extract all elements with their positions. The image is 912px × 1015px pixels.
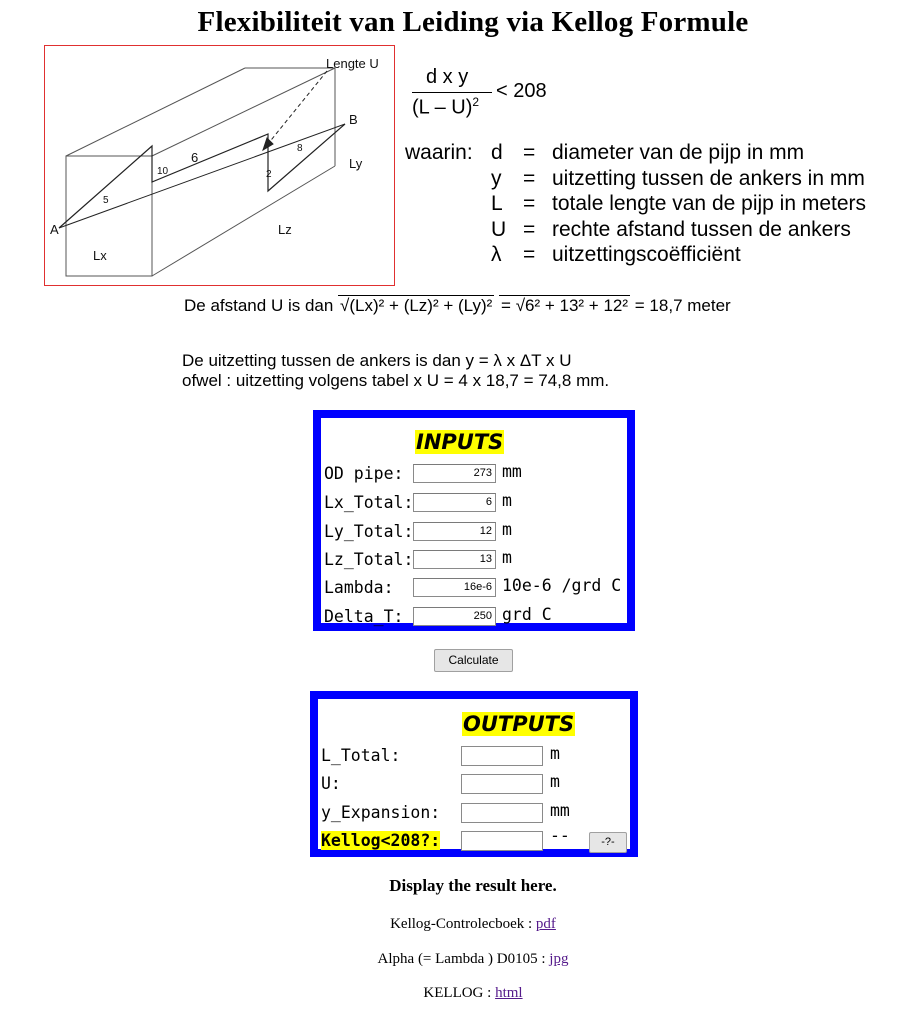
link-prefix: Kellog-Controlecboek :: [390, 916, 536, 932]
od-pipe-input[interactable]: 273: [413, 464, 496, 483]
od-pipe-unit: mm: [502, 462, 522, 481]
segment-6: 6: [191, 150, 199, 165]
u-output[interactable]: [461, 774, 543, 794]
expansion-explanation: [182, 351, 609, 391]
legend-equals: =: [523, 141, 536, 164]
segment-8: 8: [297, 143, 303, 154]
legend-symbol: L: [491, 192, 503, 215]
legend-lead: waarin:: [405, 141, 473, 164]
label-ly: Ly: [349, 156, 363, 171]
l-total-output[interactable]: [461, 746, 543, 766]
link-prefix: Alpha (= Lambda ) D0105 :: [377, 951, 550, 967]
afstand-formula: [184, 296, 731, 316]
fraction-line: [412, 92, 492, 93]
legend-description: uitzettingscoëfficiënt: [552, 243, 741, 266]
inputs-panel: [313, 410, 635, 631]
legend-description: rechte afstand tussen de ankers: [552, 217, 851, 241]
legend-symbol: λ: [491, 243, 502, 266]
formula-numerator: d x y: [426, 66, 469, 88]
link-line-pdf: [0, 916, 912, 933]
legend-row: [405, 166, 895, 192]
legend-description: diameter van de pijp in mm: [552, 141, 805, 164]
legend-row: [405, 242, 895, 268]
lz-total-input[interactable]: 13: [413, 550, 496, 569]
delta-t-unit: grd C: [502, 605, 552, 624]
ly-total-input[interactable]: 12: [413, 522, 496, 541]
segment-2: 2: [266, 169, 272, 180]
l-total-label: L_Total:: [321, 746, 401, 765]
label-lengte-u: Lengte U: [326, 56, 379, 71]
kellog-check-unit: --: [550, 826, 570, 845]
pipe-box-drawing: [45, 46, 394, 285]
legend-symbol: y: [491, 166, 502, 190]
legend-description: uitzetting tussen de ankers in mm: [552, 166, 865, 190]
lambda-label: Lambda:: [324, 578, 394, 597]
link-line-jpg: [0, 951, 912, 968]
result-message: Display the result here.: [389, 876, 557, 895]
link-line-html: [0, 985, 912, 1002]
legend-symbol: U: [491, 217, 507, 241]
ly-total-unit: m: [502, 520, 512, 539]
formula-comparison: < 208: [496, 80, 547, 102]
segment-10: 10: [157, 166, 169, 177]
sqrt-expression-2: = √6² + 13² + 12²: [501, 296, 629, 315]
help-button[interactable]: -?-: [589, 832, 627, 853]
delta-t-input[interactable]: 250: [413, 607, 496, 626]
legend-description: totale lengte van de pijp in meters: [552, 192, 867, 215]
kellog-formula: [412, 66, 572, 126]
segment-5: 5: [103, 195, 109, 206]
legend-equals: =: [523, 166, 536, 190]
u-label: U:: [321, 774, 341, 793]
kellog-check-output[interactable]: [461, 831, 543, 851]
afstand-result: = 18,7 meter: [634, 296, 731, 315]
legend-equals: =: [523, 217, 536, 241]
lambda-input[interactable]: 16e-6: [413, 578, 496, 597]
lz-total-unit: m: [502, 548, 512, 567]
formula-denominator: (L – U)$^2$: [412, 95, 480, 119]
legend-symbol: d: [491, 141, 503, 164]
od-pipe-label: OD pipe:: [324, 464, 404, 483]
y-expansion-unit: mm: [550, 801, 570, 820]
y-expansion-label: y_Expansion:: [321, 803, 441, 822]
expansion-line-2: ofwel : uitzetting volgens tabel x U = 4 x 18,7 = 74,8 mm.: [182, 371, 610, 390]
calculate-button[interactable]: Calculate: [434, 649, 513, 672]
inputs-title: INPUTS: [416, 430, 504, 454]
legend-equals: =: [523, 243, 536, 266]
l-total-unit: m: [550, 744, 560, 763]
legend-equals: =: [523, 192, 536, 215]
lz-total-label: Lz_Total:: [324, 550, 414, 569]
lx-total-label: Lx_Total:: [324, 493, 414, 512]
page-title: Flexibiliteit van Leiding via Kellog Formule: [197, 6, 749, 38]
pipe-diagram: [44, 45, 395, 286]
lambda-unit: 10e-6 /grd C: [502, 576, 622, 595]
legend-row: [405, 191, 895, 217]
pdf-link[interactable]: pdf: [535, 916, 556, 932]
label-lz: Lz: [278, 222, 292, 237]
label-lx: Lx: [93, 248, 107, 263]
delta-t-label: Delta_T:: [324, 607, 404, 626]
afstand-prefix: De afstand U is dan: [184, 296, 334, 315]
u-unit: m: [550, 772, 560, 791]
label-b: B: [349, 112, 358, 127]
html-link[interactable]: html: [495, 985, 523, 1001]
lx-total-input[interactable]: 6: [413, 493, 496, 512]
label-a: A: [50, 222, 59, 237]
outputs-title: OUTPUTS: [463, 712, 575, 736]
kellog-check-label: Kellog<208?:: [321, 831, 441, 850]
outputs-panel: [310, 691, 638, 857]
y-expansion-output[interactable]: [461, 803, 543, 823]
link-prefix: KELLOG :: [423, 985, 496, 1001]
jpg-link[interactable]: jpg: [549, 951, 569, 967]
legend-row: [405, 217, 895, 243]
lx-total-unit: m: [502, 491, 512, 510]
sqrt-expression-1: √(Lx)² + (Lz)² + (Ly)²: [340, 296, 493, 315]
expansion-line-1: De uitzetting tussen de ankers is dan y = λ x ΔT x U: [182, 351, 572, 370]
legend-row: [405, 140, 895, 166]
ly-total-label: Ly_Total:: [324, 522, 414, 541]
formula-legend: [405, 140, 895, 268]
